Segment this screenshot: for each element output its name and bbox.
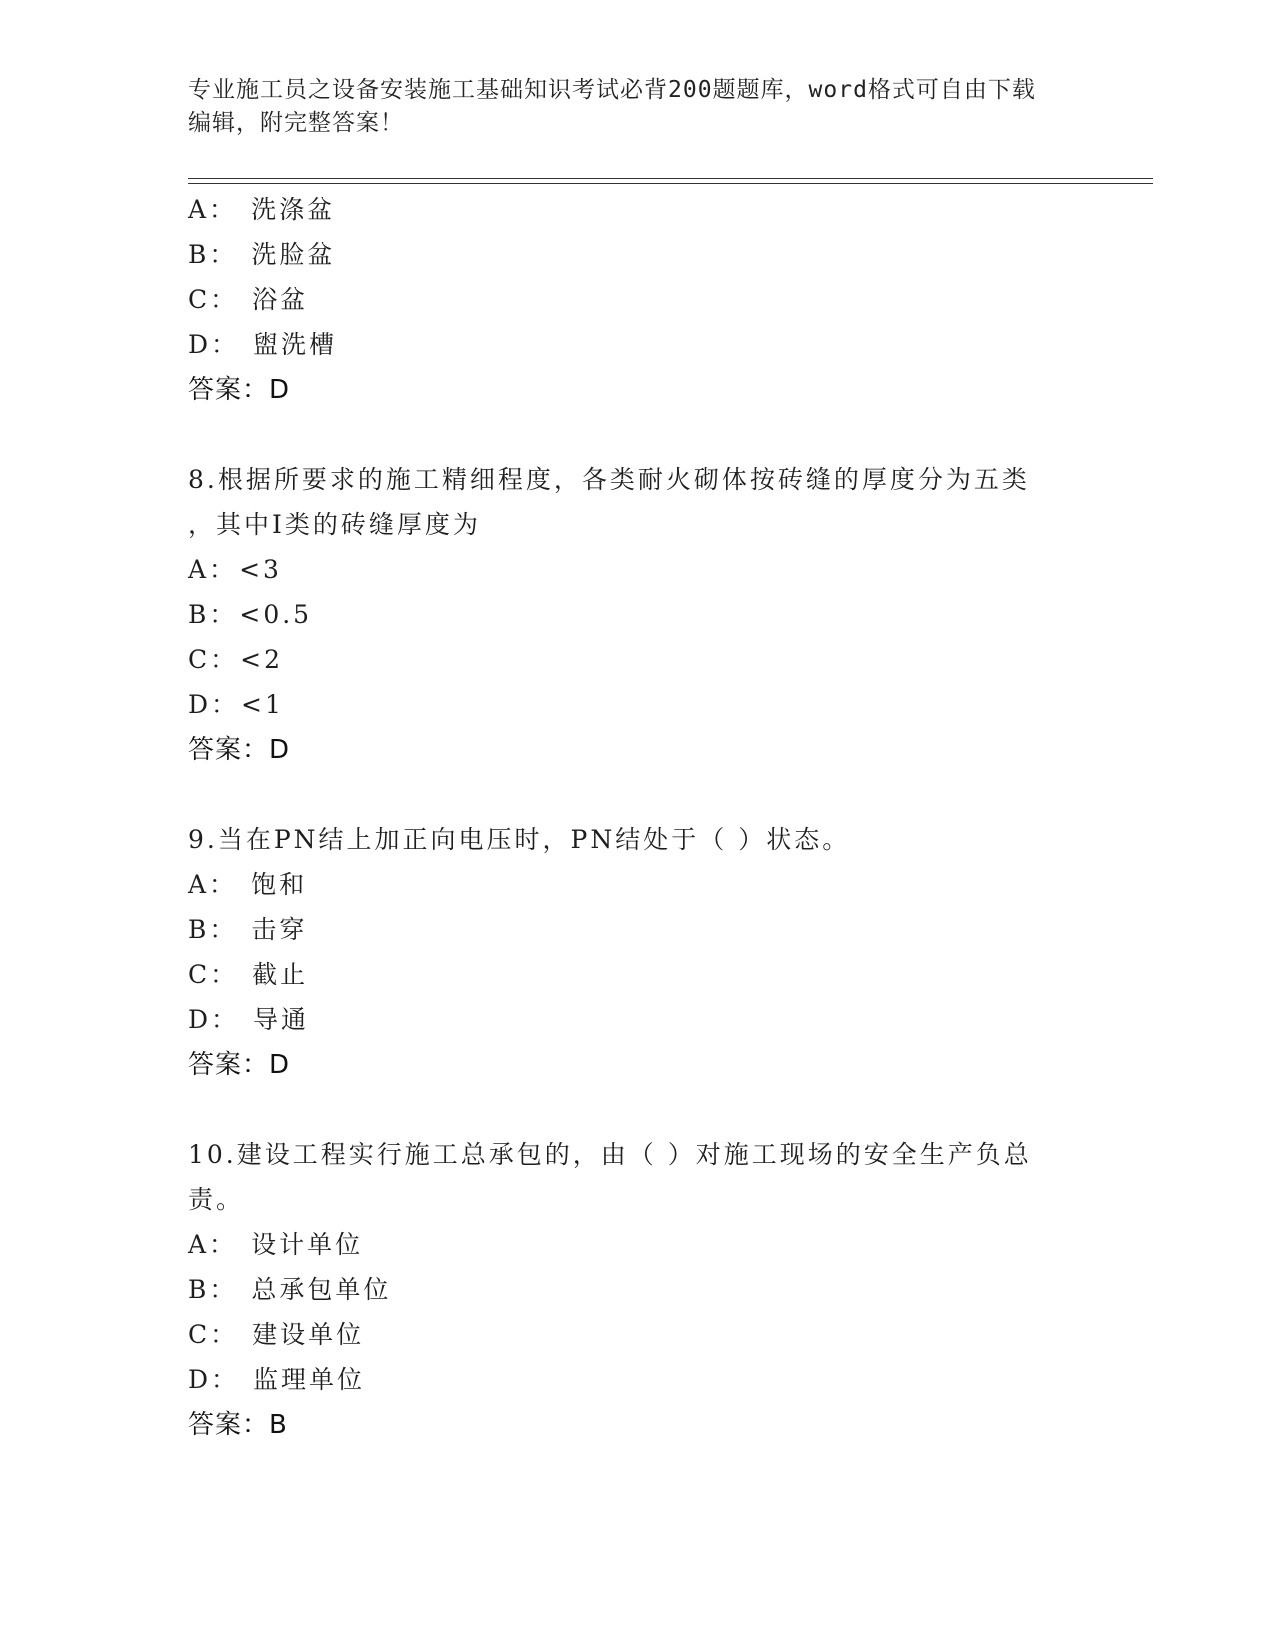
option-text: 设计单位 <box>251 1230 364 1259</box>
option-letter: A： <box>188 1230 238 1259</box>
option-letter: D： <box>188 690 240 719</box>
option-letter: A： <box>188 195 238 224</box>
q10-answer: 答案：B <box>188 1410 288 1440</box>
q9-option-d <box>188 1005 309 1035</box>
option-letter: B： <box>188 600 238 629</box>
option-text: 浴盆 <box>252 285 309 314</box>
option-text: <3 <box>239 555 282 584</box>
option-letter: B： <box>188 915 238 944</box>
option-letter: D： <box>188 1365 240 1394</box>
option-letter: B： <box>188 240 238 269</box>
q7-option-b <box>188 240 335 270</box>
option-text: 监理单位 <box>253 1365 366 1394</box>
q10-option-a <box>188 1230 363 1260</box>
option-letter: C： <box>188 960 239 989</box>
option-text: 建设单位 <box>252 1320 365 1349</box>
q10-option-c <box>188 1320 364 1350</box>
q8-option-b <box>188 600 312 630</box>
option-text: <0.5 <box>239 600 313 629</box>
option-text: 截止 <box>252 960 309 989</box>
option-text: <2 <box>240 645 283 674</box>
q8-option-d <box>188 690 284 720</box>
option-letter: B： <box>188 1275 238 1304</box>
option-text: 洗涤盆 <box>251 195 336 224</box>
option-text: 总承包单位 <box>251 1275 392 1304</box>
header-divider-bottom <box>188 183 1153 184</box>
q10-option-b <box>188 1275 391 1305</box>
q10-option-d <box>188 1365 365 1395</box>
option-letter: C： <box>188 285 239 314</box>
q8-option-c <box>188 645 283 675</box>
header-line-2: 编辑，附完整答案！ <box>188 110 404 136</box>
q7-answer: 答案：D <box>188 375 291 405</box>
option-letter: C： <box>188 645 239 674</box>
option-text: 饱和 <box>251 870 308 899</box>
q9-option-c <box>188 960 308 990</box>
q7-option-a <box>188 195 335 225</box>
option-letter: D： <box>188 1005 240 1034</box>
q8-stem-line-1: 8.根据所要求的施工精细程度，各类耐火砌体按砖缝的厚度分为五类 <box>188 465 1030 494</box>
option-letter: C： <box>188 1320 239 1349</box>
option-letter: D： <box>188 330 240 359</box>
option-letter: A： <box>188 870 238 899</box>
header-divider-top <box>188 178 1153 179</box>
header-line-1: 专业施工员之设备安装施工基础知识考试必背200题题库，word格式可自由下载 <box>188 77 1036 103</box>
option-letter: A： <box>188 555 238 584</box>
q9-option-a <box>188 870 307 900</box>
option-text: 盥洗槽 <box>253 330 338 359</box>
q9-stem-line-1: 9.当在PN结上加正向电压时，PN结处于（ ）状态。 <box>188 825 851 854</box>
q7-option-d <box>188 330 337 360</box>
q10-stem-line-1: 10.建设工程实行施工总承包的，由（ ）对施工现场的安全生产负总 <box>188 1140 1032 1169</box>
q9-option-b <box>188 915 307 945</box>
q9-answer: 答案：D <box>188 1050 291 1080</box>
q8-answer: 答案：D <box>188 735 291 765</box>
q10-stem-line-2: 责。 <box>188 1185 245 1214</box>
q7-option-c <box>188 285 308 315</box>
option-text: 导通 <box>253 1005 310 1034</box>
q8-option-a <box>188 555 282 585</box>
option-text: 击穿 <box>251 915 308 944</box>
document-header <box>188 74 1088 140</box>
option-text: 洗脸盆 <box>251 240 336 269</box>
option-text: <1 <box>241 690 284 719</box>
q8-stem-line-2: ，其中Ⅰ类的砖缝厚度为 <box>188 510 481 539</box>
